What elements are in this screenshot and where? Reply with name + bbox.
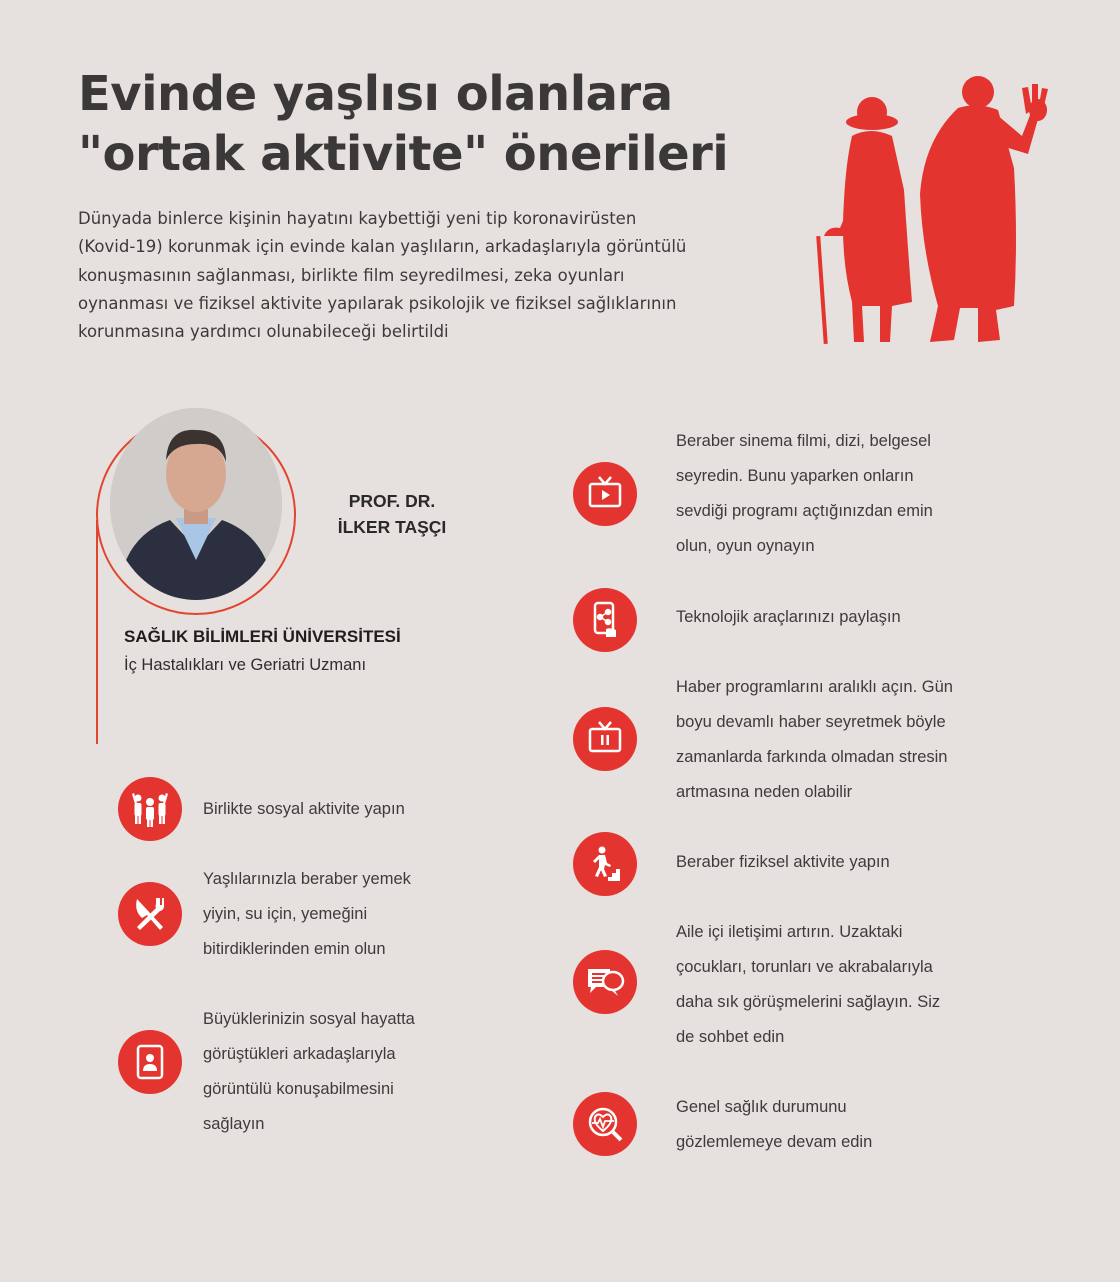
tip-line: sağlayın	[203, 1115, 265, 1133]
tip-news-breaks	[676, 670, 953, 810]
tip-line: Genel sağlık durumunu	[676, 1098, 847, 1116]
expert-role: İç Hastalıkları ve Geriatri Uzmanı	[124, 656, 367, 674]
tip-line: görüştükleri arkadaşlarıyla	[203, 1045, 396, 1063]
elderly-couple-illustration	[800, 70, 1060, 360]
tip-line: çocukları, torunları ve akrabalarıyla	[676, 958, 933, 976]
tv-pause-icon	[573, 707, 637, 771]
tip-line: artmasına neden olabilir	[676, 783, 853, 801]
tip-line: daha sık görüşmelerini sağlayın. Siz	[676, 993, 941, 1011]
intro-paragraph	[78, 205, 738, 346]
title-line: "ortak aktivite" önerileri	[78, 126, 729, 182]
tip-line: zamanlarda farkında olmadan stresin	[676, 748, 948, 766]
tip-line: Aile içi iletişimi artırın. Uzaktaki	[676, 923, 903, 941]
intro-line: (Kovid-19) korunmak için evinde kalan yaşlıların, arkadaşlarıyla görüntülü	[78, 237, 687, 257]
tip-line: Büyüklerinizin sosyal hayatta	[203, 1010, 415, 1028]
tip-line: Birlikte sosyal aktivite yapın	[203, 800, 405, 818]
tip-line: boyu devamlı haber seyretmek böyle	[676, 713, 946, 731]
tip-video-call	[203, 1002, 415, 1142]
tip-line: seyredin. Bunu yaparken onların	[676, 467, 914, 485]
tip-line: Beraber fiziksel aktivite yapın	[676, 853, 890, 871]
stairs-walking-icon	[573, 832, 637, 896]
intro-line: oynanması ve fiziksel aktivite yapılarak psikolojik ve fiziksel sağlıklarının	[78, 293, 677, 313]
tip-line: gözlemlemeye devam edin	[676, 1133, 873, 1151]
intro-line: korunmasına yardımcı olunabileceği belirtildi	[78, 322, 449, 342]
expert-organization: SAĞLIK BİLİMLERİ ÜNİVERSİTESİ	[124, 627, 401, 646]
chat-bubbles-icon	[573, 950, 637, 1014]
tip-watch-together	[676, 424, 933, 564]
intro-line: Dünyada binlerce kişinin hayatını kaybettiği yeni tip koronavirüsten	[78, 209, 637, 228]
expert-photo	[110, 408, 282, 600]
tip-line: Beraber sinema filmi, dizi, belgesel	[676, 432, 931, 450]
tip-line: de sohbet edin	[676, 1028, 785, 1046]
group-icon	[118, 777, 182, 841]
expert-name-line: PROF. DR.	[348, 491, 436, 511]
tip-line: yiyin, su için, yemeğini	[203, 905, 368, 923]
expert-name-line: İLKER TAŞÇI	[337, 517, 447, 537]
intro-line: konuşmasının sağlanması, birlikte film seyredilmesi, zeka oyunları	[78, 265, 625, 285]
title-line: Evinde yaşlısı olanlara	[78, 66, 673, 122]
fork-knife-icon	[118, 882, 182, 946]
video-call-tablet-icon	[118, 1030, 182, 1094]
tip-line: Haber programlarını aralıklı açın. Gün	[676, 678, 953, 696]
tip-line: Teknolojik araçlarınızı paylaşın	[676, 608, 901, 626]
tip-physical-activity	[676, 845, 890, 880]
accent-line	[96, 520, 98, 744]
share-phone-icon	[573, 588, 637, 652]
tip-line: Yaşlılarınızla beraber yemek	[203, 870, 411, 888]
tip-share-technology	[676, 600, 901, 635]
tip-social-activity	[203, 792, 405, 827]
tip-line: görüntülü konuşabilmesini	[203, 1080, 394, 1098]
heart-monitor-search-icon	[573, 1092, 637, 1156]
tip-line: bitirdiklerinden emin olun	[203, 940, 386, 958]
expert-name	[322, 488, 462, 540]
tip-line: olun, oyun oynayın	[676, 537, 815, 555]
tip-line: sevdiği programı açtığınızdan emin	[676, 502, 933, 520]
page-title	[78, 64, 728, 184]
tv-play-icon	[573, 462, 637, 526]
tip-health-monitoring	[676, 1090, 872, 1160]
tip-eat-together	[203, 862, 411, 967]
tip-family-communication	[676, 915, 940, 1055]
